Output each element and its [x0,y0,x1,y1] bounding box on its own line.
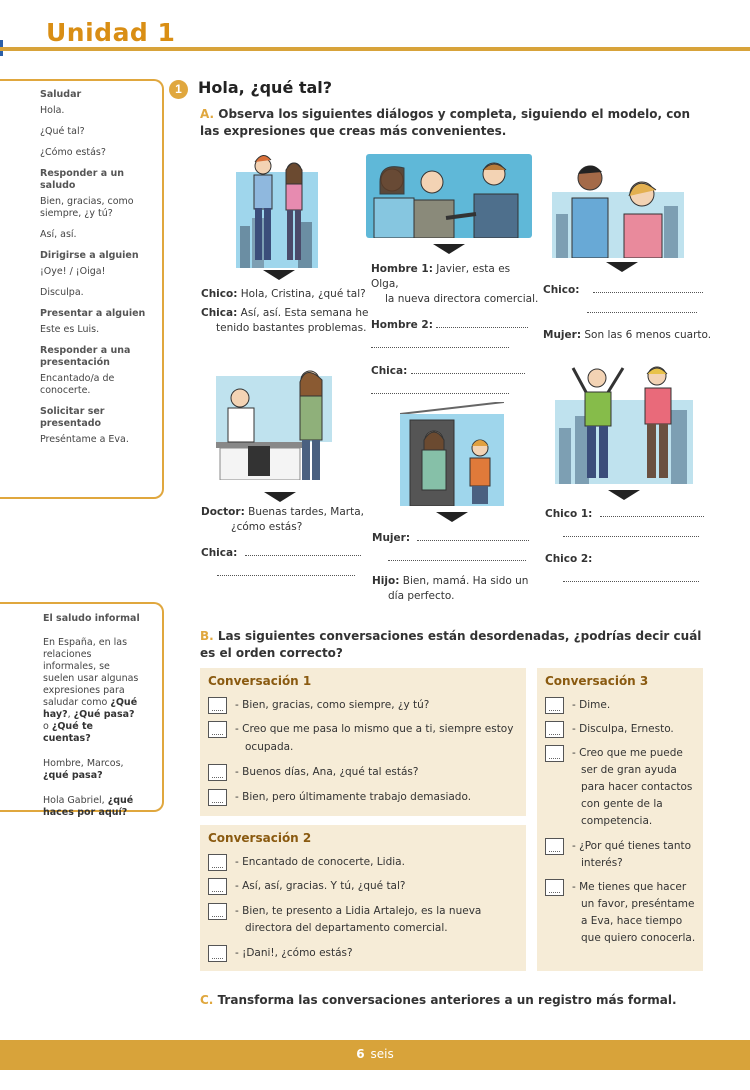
dialogue-4 [201,505,371,581]
conversation-line: ocupada. [245,741,294,753]
answer-blank[interactable] [563,571,699,582]
order-box[interactable] [545,838,564,855]
conversation-line: un favor, preséntame [581,898,695,910]
sidebar-heading: Responder a un saludo [40,168,124,191]
order-box[interactable] [545,697,564,714]
conversation-line: a Eva, hace tiempo [581,915,683,927]
header-rule [0,47,750,51]
conversation-1-panel [200,668,526,816]
dialogue-5 [372,530,542,604]
sidebar-heading: Dirigirse a alguien [40,250,139,261]
conversation-line: - Creo que me puede [572,747,683,759]
conversation-line: - Disculpa, Ernesto. [572,723,674,735]
conversation-line: ser de gran ayuda [581,764,677,776]
conversation-line: - Buenos días, Ana, ¿qué tal estás? [235,766,419,778]
note-title: El saludo informal [43,613,140,624]
note-q2: ¿Qué pasa? [73,709,135,720]
exercise-letter: C. [200,993,214,1007]
dialogue-2 [371,262,541,399]
order-box[interactable] [208,854,227,871]
sidebar-heading: Responder a una presentación [40,345,131,368]
conversation-line: - Me tienes que hacer [572,881,687,893]
order-box[interactable] [208,764,227,781]
sidebar-item: Preséntame a Eva. [40,434,129,445]
answer-blank[interactable] [411,363,525,374]
section-title: Hola, ¿qué tal? [198,78,333,97]
illustration-boy-girl [236,148,318,268]
speaker-label: Mujer: [543,329,582,341]
note-example-bold: ¿qué pasa? [43,770,103,781]
speaker-label: Doctor: [201,506,245,518]
answer-blank[interactable] [245,545,361,556]
conversation-line: - Creo que me pasa lo mismo que a ti, siempre estoy [235,723,514,735]
exercise-b-instruction [200,628,710,662]
order-box[interactable] [545,879,564,896]
sidebar-item: Disculpa. [40,287,84,298]
speaker-label: Chico: [201,288,238,300]
conversation-line: con gente de la [581,798,663,810]
speaker-label: Chico 1: [545,508,593,520]
conversation-line: - Dime. [572,699,611,711]
speaker-label: Chica: [201,307,238,319]
dialogue-line: Bien, mamá. Ha sido un [402,575,529,587]
answer-blank[interactable] [436,317,528,328]
answer-blank[interactable] [388,550,526,561]
answer-blank[interactable] [600,506,704,517]
arrow-down-icon [606,262,638,272]
speaker-label: Chica: [371,365,408,377]
conversation-line: para hacer contactos [581,781,693,793]
note-intro [43,637,143,745]
illustration-mother-son [400,402,504,506]
answer-blank[interactable] [417,530,529,541]
order-box[interactable] [545,721,564,738]
note-sep: , [67,709,74,720]
exercise-letter: B. [200,629,214,643]
order-box[interactable] [208,721,227,738]
note-example-1 [43,758,151,782]
section-number-badge: 1 [169,80,188,99]
instruction-text: Transforma las conversaciones anteriores a un registro más formal. [217,993,677,1007]
conversation-line: - Bien, gracias, como siempre, ¿y tú? [235,699,430,711]
sidebar-item: Encantado/a de conocerte. [40,373,115,396]
order-box[interactable] [208,789,227,806]
sidebar-heading: Saludar [40,89,82,100]
instruction-text: Las siguientes conversaciones están desordenadas, ¿podrías decir cuál es el orden correcto? [200,629,702,660]
answer-blank[interactable] [217,565,355,576]
sidebar-item: Así, así. [40,229,77,240]
note-example-text: Hombre, Marcos, [43,758,124,769]
order-box[interactable] [208,903,227,920]
dialogue-line: Hola, Cristina, ¿qué tal? [240,288,366,300]
conversation-title: Conversación 3 [545,674,649,688]
conversation-line: - Bien, pero últimamente trabajo demasiado. [235,791,472,803]
arrow-down-icon [608,490,640,500]
speaker-label: Mujer: [372,532,411,544]
order-box[interactable] [208,878,227,895]
conversation-line: competencia. [581,815,653,827]
arrow-down-icon [433,244,465,254]
arrow-down-icon [263,270,295,280]
speaker-label: Chico 2: [545,553,593,565]
speaker-label: Hijo: [372,575,400,587]
dialogue-line: día perfecto. [388,590,455,602]
exercise-a-instruction [200,106,710,140]
answer-blank[interactable] [587,302,697,313]
dialogue-line: ¿cómo estás? [231,521,303,533]
conversation-line: interés? [581,857,623,869]
conversation-line: - ¡Dani!, ¿cómo estás? [235,947,353,959]
order-box[interactable] [208,697,227,714]
dialogue-line: Buenas tardes, Marta, [248,506,364,518]
answer-blank[interactable] [563,526,699,537]
sidebar-heading: Solicitar ser presentado [40,406,105,429]
speaker-label: Chica: [201,547,238,559]
illustration-doctor [216,368,332,480]
note-intro-text: En España, en las relaciones informales, se suelen usar algunas expresiones para saludar como [43,637,139,708]
dialogue-6 [545,506,715,587]
page-number-digit: 6 [356,1047,365,1061]
conversation-line: - ¿Por qué tienes tanto [572,840,692,852]
illustration-boy-lady [552,160,684,258]
conversation-line: - Encantado de conocerte, Lidia. [235,856,405,868]
conversation-line: - Así, así, gracias. Y tú, ¿qué tal? [235,880,406,892]
conversation-title: Conversación 1 [208,674,312,688]
sidebar-item: ¿Cómo estás? [40,147,106,158]
sidebar-item: Este es Luis. [40,324,100,335]
dialogue-1 [201,287,371,336]
instruction-text: Observa los siguientes diálogos y completa, siguiendo el modelo, con las expresiones que creas más convenientes. [200,107,691,138]
note-sep: o [43,721,52,732]
conversation-2-panel [200,825,526,971]
sidebar-expressions [0,79,164,499]
note-q1: ¿Qué hay? [43,697,138,720]
dialogue-line: tenido bastantes problemas. [216,322,367,334]
answer-blank[interactable] [371,383,509,394]
note-example-bold: ¿qué haces por aquí? [43,795,134,818]
conversation-line: que quiero conocerla. [581,932,696,944]
conversation-line: - Bien, te presento a Lidia Artalejo, es la nueva [235,905,482,917]
sidebar-item: Hola. [40,105,65,116]
answer-blank[interactable] [371,337,509,348]
illustration-two-boys [555,366,693,484]
answer-blank[interactable] [593,282,703,293]
order-box[interactable] [208,945,227,962]
note-q3: ¿Qué te cuentas? [43,721,93,744]
arrow-down-icon [436,512,468,522]
arrow-down-icon [264,492,296,502]
dialogue-3 [543,282,713,343]
note-example-text: Hola Gabriel, [43,795,108,806]
sidebar-heading: Presentar a alguien [40,308,146,319]
sidebar-item: ¿Qué tal? [40,126,85,137]
sidebar-item: Bien, gracias, como siempre, ¿y tú? [40,196,134,219]
conversation-3-panel [537,668,703,971]
conversation-line: directora del departamento comercial. [245,922,448,934]
unit-title: Unidad 1 [46,18,176,47]
illustration-office-introduction [366,154,532,238]
page-number-word: seis [370,1047,394,1061]
exercise-c-instruction [200,992,710,1009]
note-example-2 [43,795,143,819]
dialogue-line: la nueva directora comercial. [385,293,539,305]
dialogue-line: Son las 6 menos cuarto. [584,329,712,341]
speaker-label: Hombre 2: [371,319,433,331]
dialogue-line: Así, así. Esta semana he [240,307,369,319]
conversation-title: Conversación 2 [208,831,312,845]
sidebar-item: ¡Oye! / ¡Oiga! [40,266,106,277]
sidebar-note [0,602,164,818]
page-number [0,1047,750,1061]
speaker-label: Chico: [543,284,580,296]
order-box[interactable] [545,745,564,762]
exercise-letter: A. [200,107,215,121]
dialogue-line: Javier, esta es Olga, [371,263,511,290]
speaker-label: Hombre 1: [371,263,433,275]
